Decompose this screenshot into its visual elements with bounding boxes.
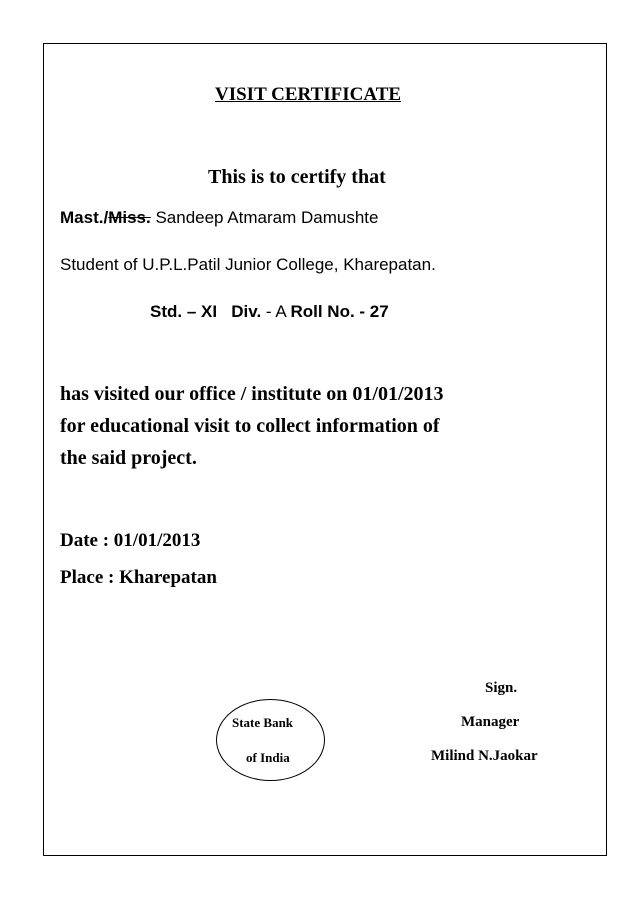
div-label: Div. [231, 302, 262, 321]
std-div-roll-line [150, 302, 389, 322]
div-value: - A [261, 302, 291, 321]
student-college-line: Student of U.P.L.Patil Junior College, Kharepatan. [60, 255, 436, 274]
stamp-text-line-2: of India [246, 750, 290, 765]
student-name-line [60, 208, 378, 228]
visit-line-2: for educational visit to collect information of [60, 415, 440, 437]
certify-line: This is to certify that [208, 166, 386, 188]
roll-number: Roll No. - 27 [290, 302, 389, 321]
stamp-text-line-1: State Bank [232, 715, 294, 730]
prefix-mast: Mast./ [60, 208, 109, 227]
certificate-title: VISIT CERTIFICATE [215, 84, 402, 105]
visit-line-3: the said project. [60, 447, 197, 469]
visit-line-1: has visited our office / institute on 01/01/2013 [60, 383, 444, 405]
visit-statement [60, 378, 444, 474]
place-line: Place : Kharepatan [60, 567, 217, 588]
signer-designation: Manager [461, 714, 520, 730]
date-line: Date : 01/01/2013 [60, 530, 201, 551]
student-name: Sandeep Atmaram Damushte [150, 208, 379, 227]
sign-label: Sign. [485, 680, 518, 696]
signer-name: Milind N.Jaokar [431, 748, 538, 764]
bank-stamp-circle [216, 699, 325, 781]
prefix-miss-struck: Miss. [108, 208, 151, 227]
std-label: Std. – XI [150, 302, 218, 321]
